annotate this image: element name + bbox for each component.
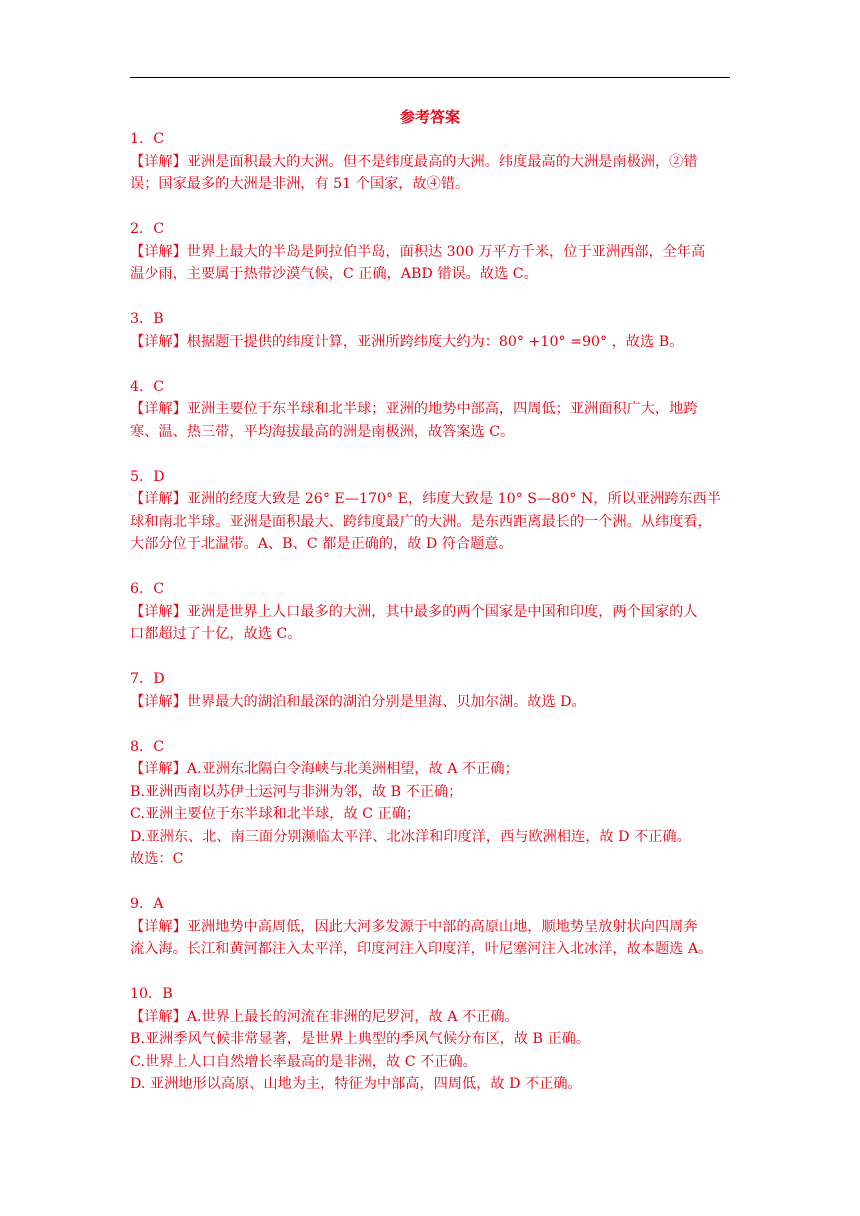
explanation-line: 温少雨，主要属于热带沙漠气候，C 正确，ABD 错误。故选 C。	[130, 266, 538, 282]
answer-number: 5．D	[130, 468, 165, 485]
answer-list	[130, 128, 740, 1096]
explanation-line: 【详解】世界最大的湖泊和最深的湖泊分别是里海、贝加尔湖。故选 D。	[130, 693, 586, 710]
explanation-line: 故选：C	[130, 851, 184, 867]
header-rule	[130, 77, 730, 78]
explanation-line: C.世界上人口自然增长率最高的是非洲，故 C 不正确。	[130, 1053, 477, 1070]
answer-item	[130, 668, 740, 713]
answer-number: 10．B	[130, 986, 173, 1002]
explanation-line: 误；国家最多的大洲是非洲，有 51 个国家，故④错。	[130, 176, 470, 192]
answer-number: 3．B	[130, 311, 164, 327]
answer-item	[130, 983, 740, 1096]
answer-number: 4．C	[130, 378, 165, 395]
answer-number: 6．C	[130, 581, 165, 597]
explanation-line: 流入海。长江和黄河都注入太平洋，印度河注入印度洋，叶尼塞河注入北冰洋，故本题选 A。	[130, 941, 713, 957]
answer-item	[130, 128, 740, 196]
answer-item	[130, 308, 740, 353]
answer-item	[130, 376, 740, 444]
answer-number: 7．D	[130, 671, 165, 687]
explanation-line: 大部分位于北温带。A、B、C 都是正确的，故 D 符合题意。	[130, 536, 513, 552]
explanation-line: 【详解】世界上最大的半岛是阿拉伯半岛，面积达 300 万平方千米，位于亚洲西部，全年高	[130, 243, 706, 260]
answer-item	[130, 893, 740, 961]
answer-number: 9．A	[130, 896, 164, 912]
answer-item	[130, 218, 740, 286]
explanation-line: D.亚洲东、北、南三面分别濒临太平洋、北冰洋和印度洋，西与欧洲相连，故 D 不正确。	[130, 828, 691, 845]
explanation-line: 【详解】亚洲是世界上人口最多的大洲，其中最多的两个国家是中国和印度，两个国家的人	[130, 603, 698, 620]
explanation-line: 寒、温、热三带，平均海拔最高的洲是南极洲，故答案选 C。	[130, 423, 515, 440]
explanation-line: 口都超过了十亿，故选 C。	[130, 626, 302, 642]
explanation-line: C.亚洲主要位于东半球和北半球，故 C 正确；	[130, 806, 421, 822]
explanation-line: 【详解】A.亚洲东北隔白令海峡与北美洲相望，故 A 不正确；	[130, 761, 519, 777]
answer-number: 2．C	[130, 221, 165, 237]
explanation-line: 【详解】亚洲的经度大致是 26° E—170° E，纬度大致是 10° S—80° N，所以亚洲跨东西半	[130, 491, 721, 507]
answer-item	[130, 466, 740, 556]
answer-number: 8．C	[130, 738, 165, 755]
explanation-line: 【详解】亚洲主要位于东半球和北半球；亚洲的地势中部高，四周低；亚洲面积广大，地跨	[130, 401, 698, 417]
answer-item	[130, 736, 740, 871]
explanation-line: B.亚洲季风气候非常显著，是世界上典型的季风气候分布区，故 B 正确。	[130, 1031, 591, 1047]
explanation-line: 球和南北半球。亚洲是面积最大、跨纬度最广的大洲。是东西距离最长的一个洲。从纬度看，	[130, 513, 712, 530]
answer-item	[130, 578, 740, 646]
explanation-line: 【详解】根据题干提供的纬度计算，亚洲所跨纬度大约为：80° +10° =90° ，故选 B。	[130, 333, 684, 350]
explanation-line: D. 亚洲地形以高原、山地为主，特征为中部高，四周低，故 D 不正确。	[130, 1076, 582, 1092]
explanation-line: B.亚洲西南以苏伊士运河与非洲为邻，故 B 不正确；	[130, 783, 463, 800]
page-title: 参考答案	[399, 108, 460, 126]
explanation-line: 【详解】亚洲是面积最大的大洲。但不是纬度最高的大洲。纬度最高的大洲是南极洲，②错	[130, 153, 698, 170]
explanation-line: 【详解】A.世界上最长的河流在非洲的尼罗河，故 A 不正确。	[130, 1008, 519, 1025]
explanation-line: 【详解】亚洲地势中高周低，因此大河多发源于中部的高原山地，顺地势呈放射状向四周奔	[130, 918, 698, 935]
answer-number: 1．C	[130, 131, 165, 147]
